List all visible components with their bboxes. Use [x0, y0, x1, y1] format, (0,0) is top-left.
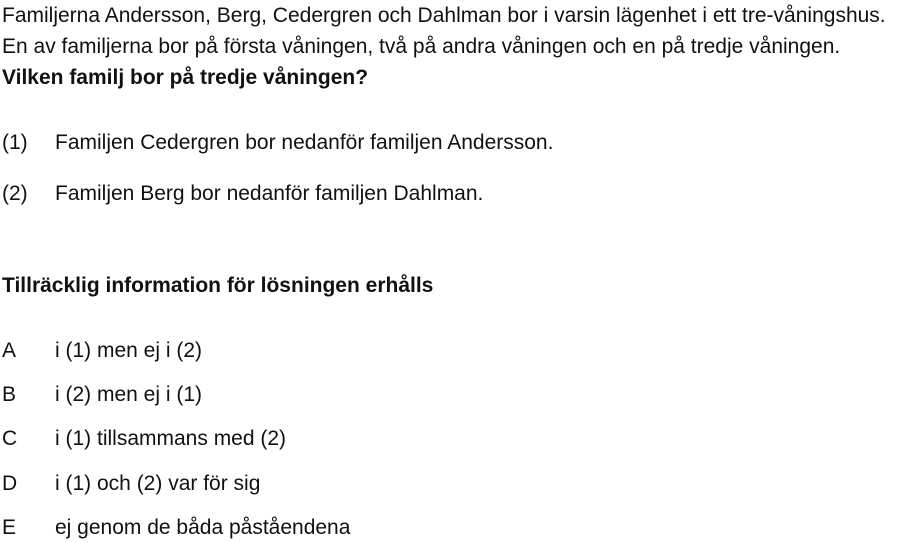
- options-heading: Tillräcklig information för lösningen erhålls: [2, 274, 434, 297]
- option-text: i (1) och (2) var för sig: [55, 472, 261, 495]
- statement-number: (2): [2, 182, 28, 205]
- option-letter: D: [2, 472, 18, 495]
- statement-2: [2, 180, 483, 208]
- option-letter: C: [2, 427, 18, 450]
- option-letter: E: [2, 516, 17, 539]
- option-text: i (2) men ej i (1): [55, 383, 203, 406]
- statement-number: (1): [2, 131, 28, 154]
- option-c[interactable]: [2, 425, 286, 453]
- option-text: i (1) tillsammans med (2): [55, 427, 287, 450]
- option-b[interactable]: [2, 381, 202, 409]
- statement-text: Familjen Cedergren bor nedanför familjen Andersson.: [55, 131, 554, 154]
- option-text: ej genom de båda påståendena: [55, 516, 351, 539]
- option-a[interactable]: [2, 337, 202, 365]
- option-d[interactable]: [2, 470, 260, 498]
- statement-1: [2, 129, 553, 157]
- option-e[interactable]: [2, 514, 350, 542]
- intro-text: Familjerna Andersson, Berg, Cedergren och Dahlman bor i varsin lägenhet i ett tre-våningshus. En av familjerna bor på första våningen, två på andra våningen och en på tredje våningen.: [2, 4, 886, 58]
- option-text: i (1) men ej i (2): [55, 339, 203, 362]
- option-letter: B: [2, 383, 17, 406]
- question-intro: [2, 0, 898, 93]
- question-text: Vilken familj bor på tredje våningen?: [2, 66, 369, 89]
- statement-text: Familjen Berg bor nedanför familjen Dahlman.: [55, 182, 484, 205]
- option-letter: A: [2, 339, 17, 362]
